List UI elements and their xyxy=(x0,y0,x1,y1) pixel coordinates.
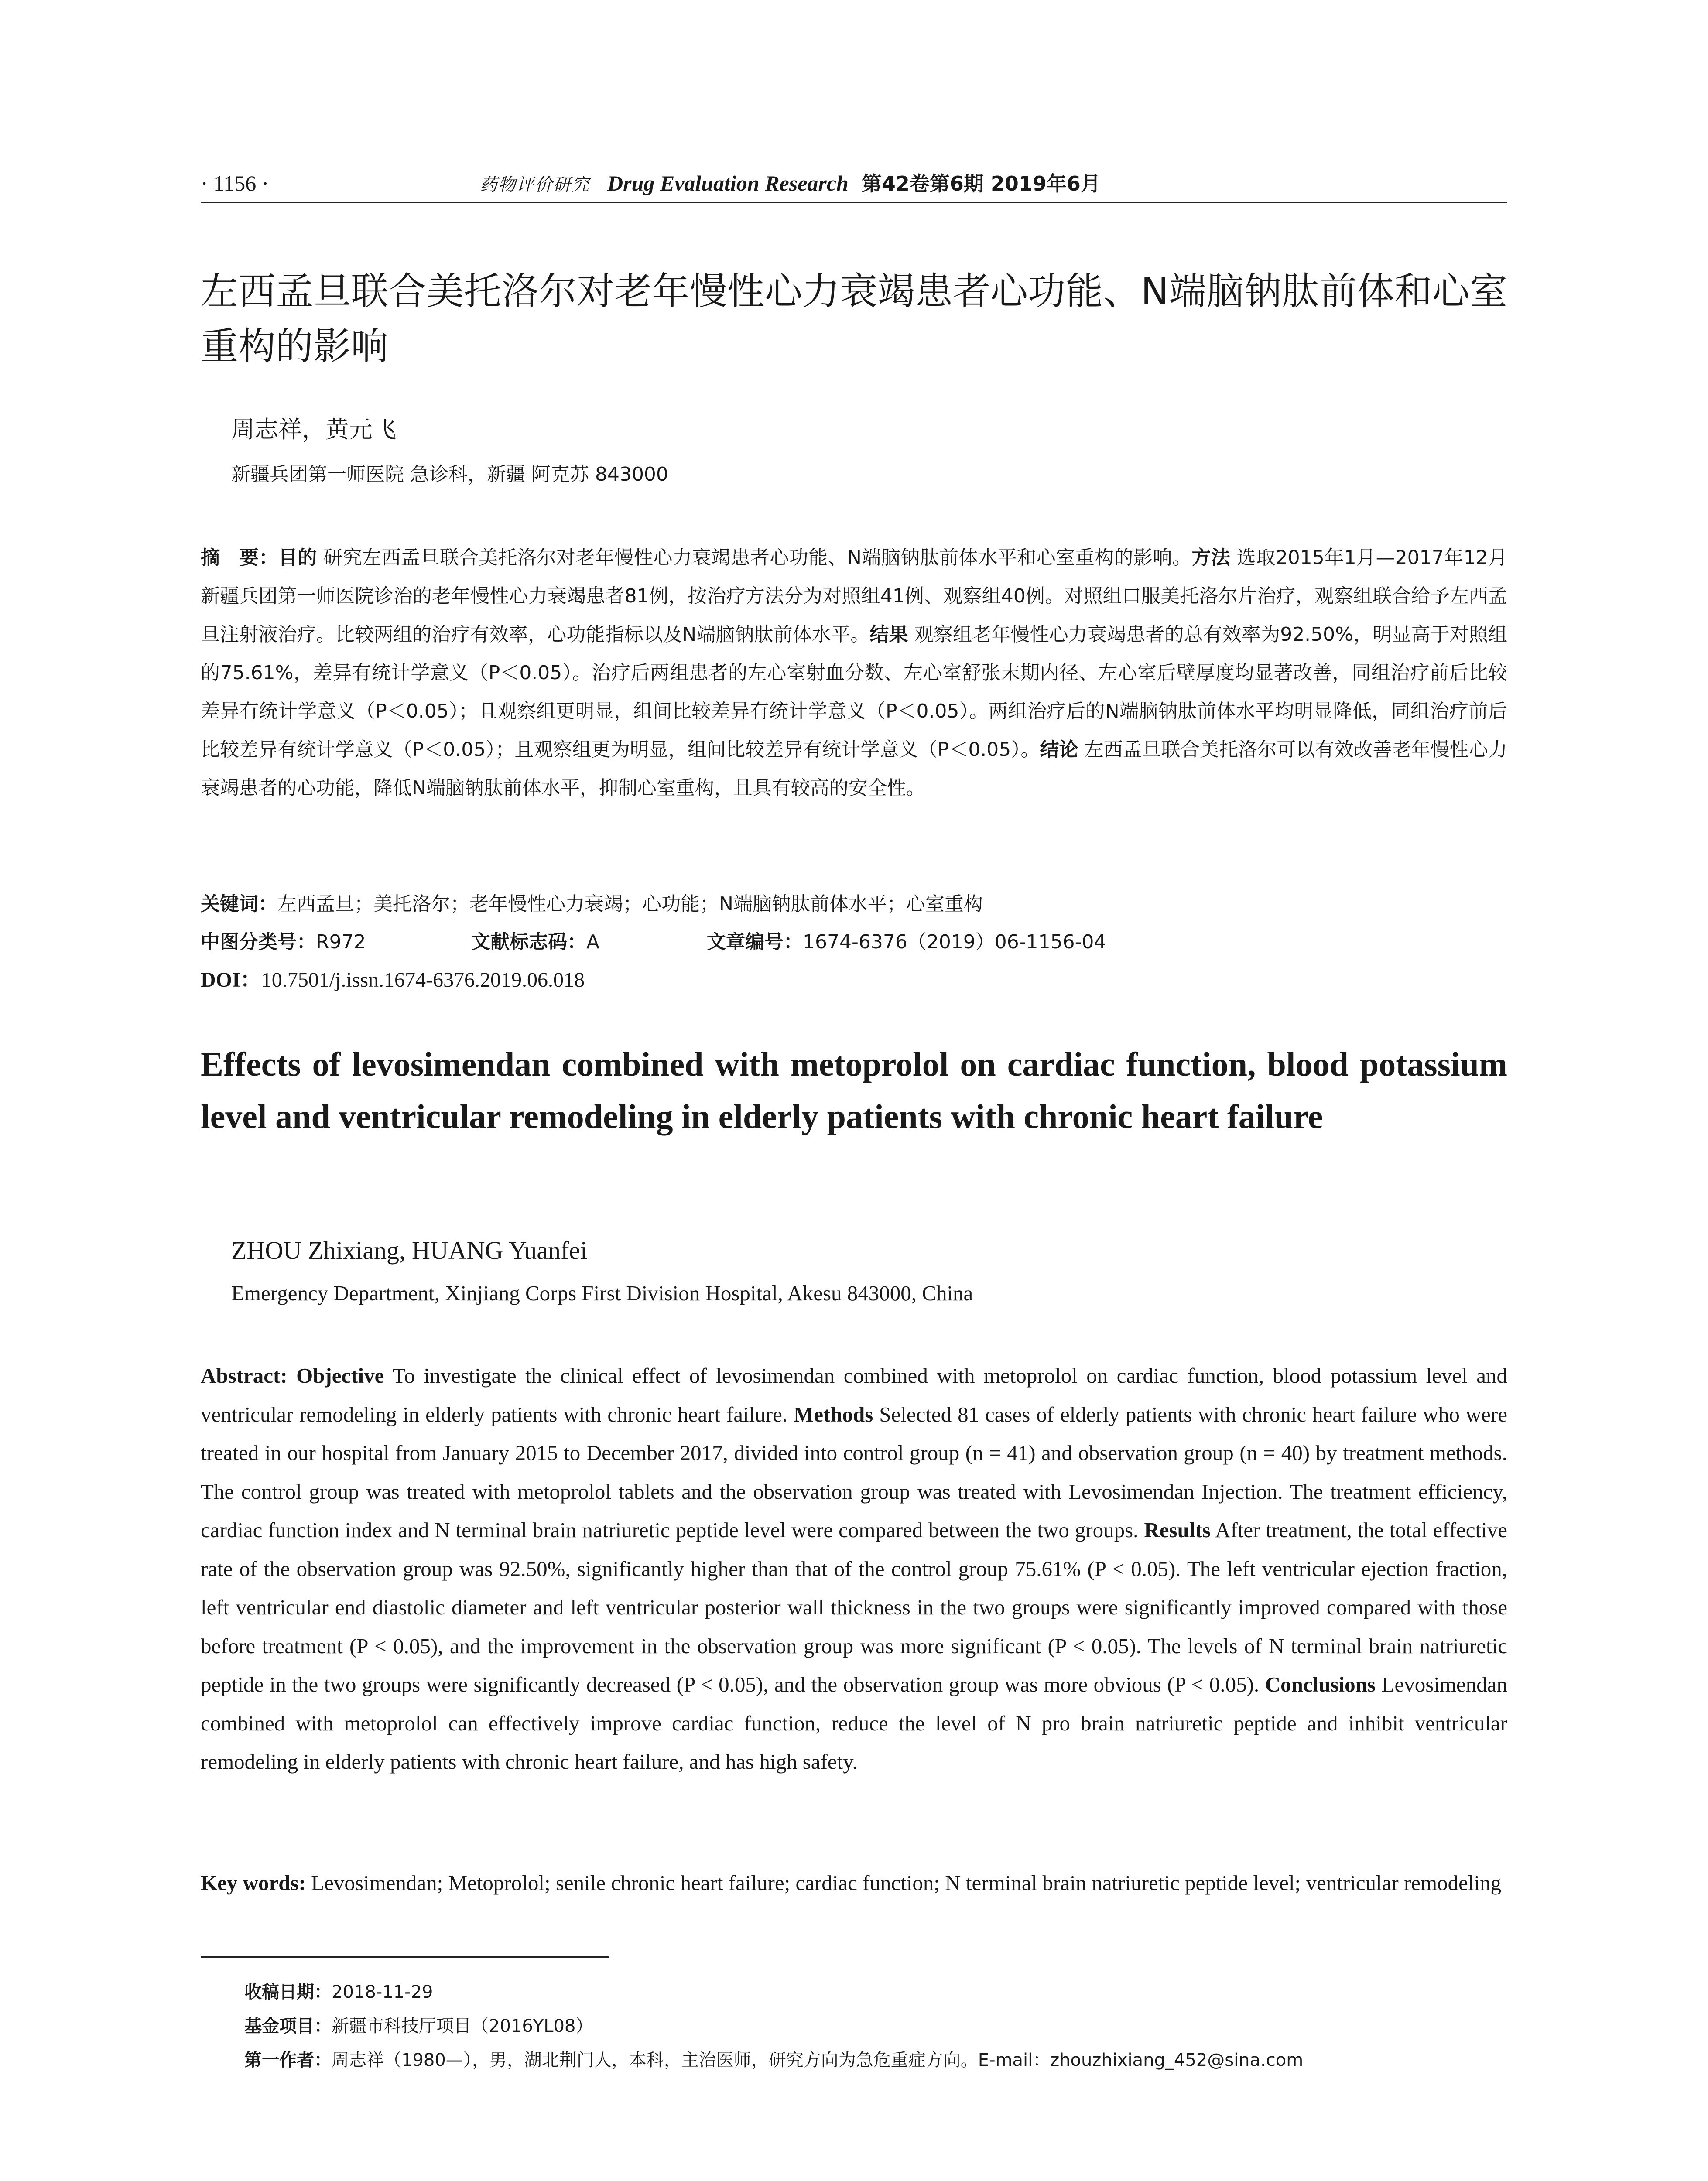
classification-line xyxy=(201,927,1507,957)
en-objective-text: To investigate the clinical effect of levosimendan combined with metoprolol on cardiac function, blood potassium level and ventricular remodeling in elderly patients with chronic heart failure. xyxy=(201,1364,1507,1426)
journal-name: Drug Evaluation Research xyxy=(607,171,849,195)
abstract-label: 摘 要： xyxy=(201,547,278,569)
header-rule xyxy=(201,202,1507,203)
article-no-label: 文章编号： xyxy=(707,931,803,953)
en-keywords-label: Key words: xyxy=(201,1871,306,1895)
english-affiliation: Emergency Department, Xinjiang Corps First Division Hospital, Akesu 843000, China xyxy=(231,1281,973,1305)
objective-label: 目的 xyxy=(278,547,317,569)
journal-page xyxy=(201,0,1507,2181)
en-methods-text: Selected 81 cases of elderly patients with chronic heart failure who were treated in our hospital from January 2015 to December 2017, divided into control group (n = 41) and observation group (n = 40) by treatment methods. The control group was treated with metoprolol tablets and the observation group was treated with Levosimendan Injection. The treatment efficiency, cardiac function index and N terminal brain natriuretic peptide level were compared between the two groups. xyxy=(201,1402,1507,1542)
chinese-title: 左西孟旦联合美托洛尔对老年慢性心力衰竭患者心功能、N端脑钠肽前体和心室重构的影响 xyxy=(201,270,1507,368)
doc-code-label: 文献标志码： xyxy=(471,931,586,953)
received-value: 2018-11-29 xyxy=(332,1982,433,2002)
conclusion-label: 结论 xyxy=(1040,738,1078,761)
running-header xyxy=(201,168,1507,198)
en-keywords-text: Levosimendan; Metoprolol; senile chronic heart failure; cardiac function; N terminal brain natriuretic peptide level; ventricular remodeling xyxy=(305,1871,1502,1895)
doi-label: DOI： xyxy=(201,968,261,991)
footnote-rule xyxy=(201,1956,609,1958)
chinese-abstract xyxy=(201,539,1507,807)
en-results-label: Results xyxy=(1144,1518,1211,1542)
page-number: · 1156 · xyxy=(201,171,269,195)
methods-text: 选取2015年1月—2017年12月新疆兵团第一师医院诊治的老年慢性心力衰竭患者81例，按治疗方法分为对照组41例、观察组40例。对照组口服美托洛尔片治疗，观察组联合给予左西孟旦注射液治疗。比较两组的治疗有效率，心功能指标以及N端脑钠肽前体水平。 xyxy=(201,547,1508,646)
en-conclusion-text: Levosimendan combined with metoprolol can effectively improve cardiac function, reduce the level of N pro brain natriuretic peptide and inhibit ventricular remodeling in elderly patients with chronic heart failure, and has high safety. xyxy=(201,1672,1507,1774)
fund-value: 新疆市科技厅项目（2016YL08） xyxy=(332,2016,593,2036)
received-date xyxy=(244,1975,1466,2009)
first-author-label: 第一作者： xyxy=(244,2050,332,2070)
first-author-value: 周志祥（1980—），男，湖北荆门人，本科，主治医师，研究方向为急危重症方向。E-mail：zhouzhixiang_452@sina.com xyxy=(332,2050,1304,2070)
en-conclusion-label: Conclusions xyxy=(1265,1672,1376,1696)
keywords-text: 左西孟旦；美托洛尔；老年慢性心力衰竭；心功能；N端脑钠肽前体水平；心室重构 xyxy=(277,893,983,915)
doc-code-field xyxy=(471,927,707,957)
conclusion-text: 左西孟旦联合美托洛尔可以有效改善老年慢性心力衰竭患者的心功能，降低N端脑钠肽前体水平，抑制心室重构，且具有较高的安全性。 xyxy=(201,738,1508,799)
methods-label: 方法 xyxy=(1191,547,1231,569)
english-authors: ZHOU Zhixiang, HUANG Yuanfei xyxy=(231,1236,588,1265)
english-title: Effects of levosimendan combined with metoprolol on cardiac function, blood potassium level and ventricular remodeling in elderly patients with chronic heart failure xyxy=(201,1045,1507,1135)
received-label: 收稿日期： xyxy=(244,1982,332,2002)
footnotes xyxy=(244,1975,1466,2077)
english-keywords xyxy=(201,1864,1507,1903)
en-objective-label: Objective xyxy=(296,1364,384,1388)
fund-label: 基金项目： xyxy=(244,2016,332,2036)
article-no-field xyxy=(707,927,1106,957)
chinese-authors: 周志祥，黄元飞 xyxy=(231,416,396,443)
clc-field xyxy=(201,927,471,957)
keywords-label: 关键词： xyxy=(201,893,277,915)
en-abstract-label: Abstract: xyxy=(201,1364,288,1388)
en-results-text: After treatment, the total effective rate of the observation group was 92.50%, significantly higher than that of the control group 75.61% (P < 0.05). The left ventricular ejection fraction, left ventricular end diastolic diameter and left ventricular posterior wall thickness in the two groups were significantly improved compared with those before treatment (P < 0.05), and the improvement in the observation group was more significant (P < 0.05). The levels of N terminal brain natriuretic peptide in the two groups were significantly decreased (P < 0.05), and the observation group was more obvious (P < 0.05). xyxy=(201,1518,1507,1696)
english-abstract xyxy=(201,1357,1507,1781)
doc-code-value: A xyxy=(586,931,600,953)
results-label: 结果 xyxy=(869,623,908,646)
chinese-keywords xyxy=(201,889,1507,920)
journal-logo: 药物评价研究 xyxy=(480,175,590,195)
doi-line xyxy=(201,965,1507,995)
chinese-affiliation: 新疆兵团第一师医院 急诊科，新疆 阿克苏 843000 xyxy=(231,463,668,485)
journal-header xyxy=(480,168,1101,200)
article-no-value: 1674-6376（2019）06-1156-04 xyxy=(803,931,1106,953)
en-methods-label: Methods xyxy=(793,1402,873,1426)
first-author xyxy=(244,2043,1466,2077)
clc-label: 中图分类号： xyxy=(201,931,316,953)
objective-text: 研究左西孟旦联合美托洛尔对老年慢性心力衰竭患者心功能、N端脑钠肽前体水平和心室重构的影响。 xyxy=(317,547,1192,569)
doi-link[interactable]: 10.7501/j.issn.1674-6376.2019.06.018 xyxy=(261,968,585,991)
issue-info: 第42卷第6期 2019年6月 xyxy=(861,172,1101,195)
fund-project xyxy=(244,2009,1466,2043)
results-text: 观察组老年慢性心力衰竭患者的总有效率为92.50%，明显高于对照组的75.61%，差异有统计学意义（P＜0.05）。治疗后两组患者的左心室射血分数、左心室舒张末期内径、左心室后壁厚度均显著改善，同组治疗前后比较差异有统计学意义（P＜0.05）；且观察组更明显，组间比较差异有统计学意义（P＜0.05）。两组治疗后的N端脑钠肽前体水平均明显降低，同组治疗前后比较差异有统计学意义（P＜0.05）；且观察组更为明显，组间比较差异有统计学意义（P＜0.05）。 xyxy=(201,623,1507,761)
clc-value: R972 xyxy=(316,931,366,953)
